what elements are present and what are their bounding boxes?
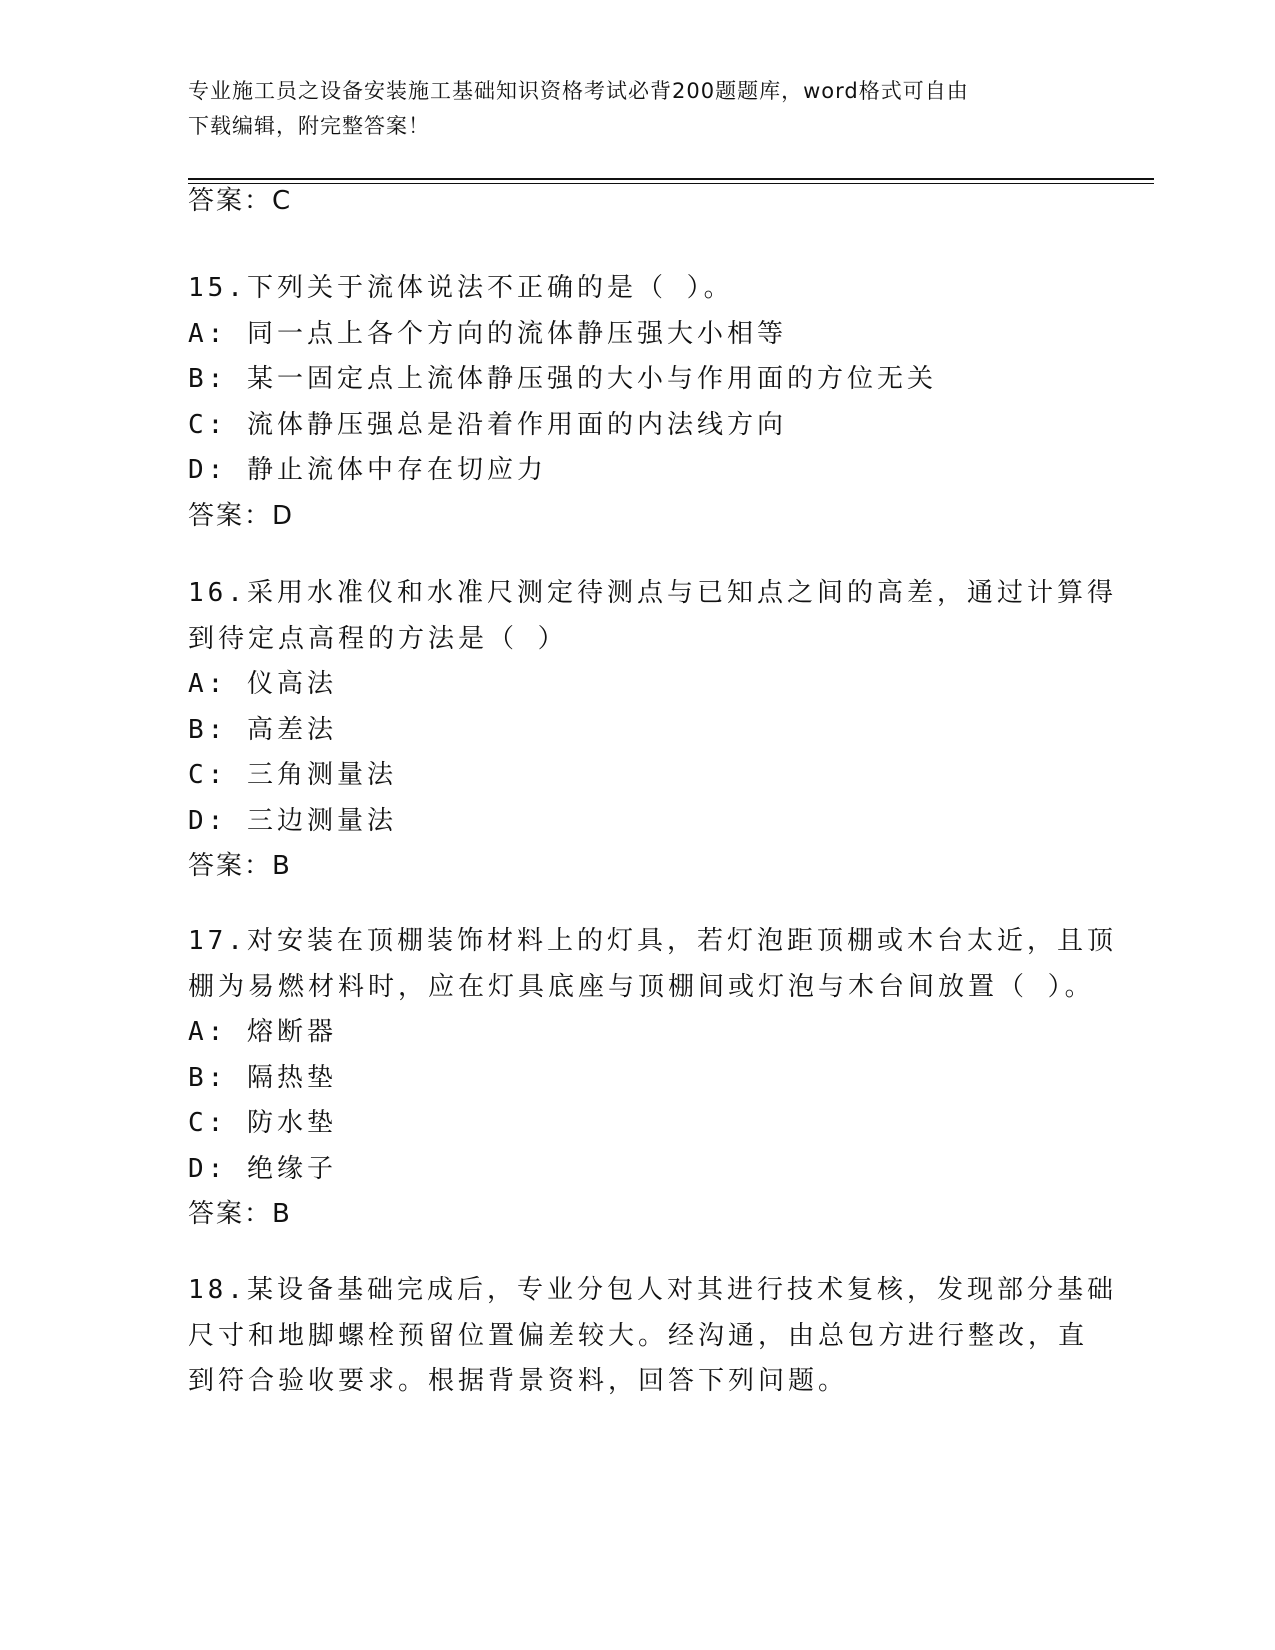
- question-text: 18.某设备基础完成后，专业分包人对其进行技术复核，发现部分基础: [188, 1275, 1117, 1305]
- option-a: A: 熔断器: [188, 1017, 337, 1047]
- option-d: D: 绝缘子: [188, 1153, 337, 1184]
- option-b: B: 某一固定点上流体静压强的大小与作用面的方位无关: [188, 364, 937, 394]
- answer-label: 答案：B: [188, 851, 292, 881]
- option-c: C: 流体静压强总是沿着作用面的内法线方向: [188, 409, 787, 440]
- header-line-1: 专业施工员之设备安装施工基础知识资格考试必背200题题库，word格式可自由: [188, 79, 969, 103]
- option-c: C: 防水垫: [188, 1108, 337, 1138]
- option-d: D: 静止流体中存在切应力: [188, 455, 547, 485]
- option-b: B: 隔热垫: [188, 1062, 337, 1093]
- option-b: B: 高差法: [188, 714, 337, 745]
- question-text-cont: 到符合验收要求。根据背景资料，回答下列问题。: [188, 1366, 849, 1396]
- previous-answer-block: [188, 179, 1088, 225]
- question-text: 15.下列关于流体说法不正确的是（ ）。: [188, 273, 734, 303]
- question-17: [188, 919, 1117, 1238]
- answer-label: 答案：D: [188, 500, 295, 531]
- option-a: A: 仪高法: [188, 669, 337, 699]
- question-18: [188, 1268, 1117, 1405]
- question-text-cont: 到待定点高程的方法是（ ）: [188, 623, 568, 654]
- answer-label: 答案：C: [188, 186, 293, 216]
- question-text-cont: 尺寸和地脚螺栓预留位置偏差较大。经沟通，由总包方进行整改，直: [188, 1320, 1089, 1351]
- document-header: [188, 74, 1068, 144]
- option-c: C: 三角测量法: [188, 760, 397, 790]
- question-text: 17.对安装在顶棚装饰材料上的灯具，若灯泡距顶棚或木台太近，且顶: [188, 926, 1117, 956]
- header-line-2: 下载编辑，附完整答案！: [188, 114, 430, 138]
- question-text: 16.采用水准仪和水准尺测定待测点与已知点之间的高差，通过计算得: [188, 578, 1117, 608]
- answer-label: 答案：B: [188, 1199, 292, 1229]
- option-a: A: 同一点上各个方向的流体静压强大小相等: [188, 318, 787, 349]
- option-d: D: 三边测量法: [188, 805, 397, 836]
- question-15: [188, 266, 1088, 539]
- question-16: [188, 571, 1117, 890]
- question-text-cont: 棚为易燃材料时，应在灯具底座与顶棚间或灯泡与木台间放置（ ）。: [188, 971, 1095, 1002]
